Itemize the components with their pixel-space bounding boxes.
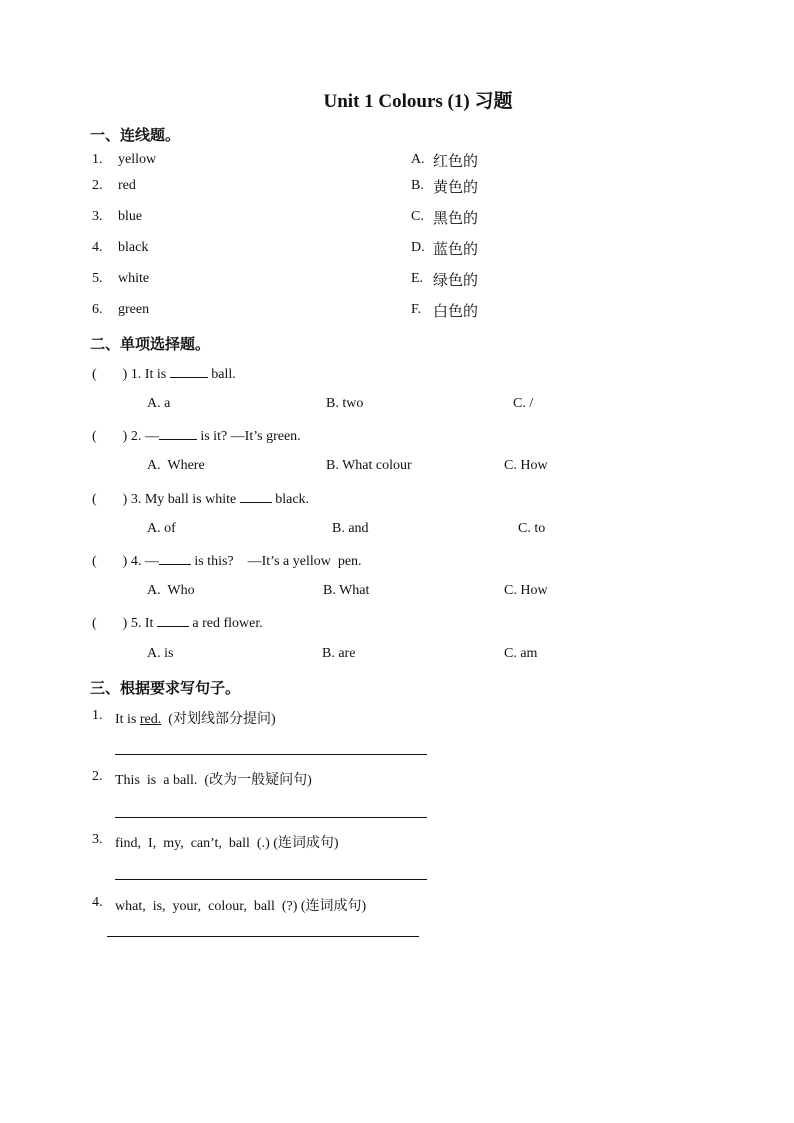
list-item-number: 2. <box>92 178 103 193</box>
writing-prompt: find, I, my, can’t, ball (.) (连词成句) <box>115 836 339 851</box>
question-text: 2. — <box>130 429 159 444</box>
option-b: B. and <box>332 521 369 536</box>
option-a: A. a <box>147 396 171 411</box>
answer-paren-open: ( <box>92 429 97 444</box>
option-b: B. are <box>322 646 356 661</box>
question-text: 4. — <box>130 554 159 569</box>
question-line <box>92 552 362 570</box>
option-b: B. two <box>326 396 364 411</box>
answer-line[interactable] <box>115 879 427 880</box>
list-item-number: 4. <box>92 895 103 910</box>
answer-paren-open: ( <box>92 554 97 569</box>
answer-paren-open: ( <box>92 616 97 631</box>
answer-paren-close: ) <box>122 429 128 444</box>
fill-blank[interactable] <box>170 365 208 378</box>
option-b: B. What colour <box>326 458 412 473</box>
match-meaning: 绿色的 <box>433 273 479 289</box>
answer-paren-close: ) <box>122 616 128 631</box>
question-text: 1. It is <box>130 367 167 382</box>
option-c: C. How <box>504 583 548 598</box>
question-text: is this? —It’s a yellow pen. <box>194 554 362 569</box>
writing-prompt: It is red. (对划线部分提问) <box>115 712 276 727</box>
answer-paren-open: ( <box>92 492 97 507</box>
question-text: is it? —It’s green. <box>200 429 301 444</box>
answer-line[interactable] <box>107 936 419 937</box>
section-heading-writing: 三、根据要求写句子。 <box>90 681 241 697</box>
match-meaning: 黑色的 <box>433 211 479 227</box>
answer-paren-close: ) <box>122 367 128 382</box>
match-word: green <box>118 302 150 317</box>
option-letter: E. <box>411 271 424 286</box>
list-item-number: 3. <box>92 209 103 224</box>
underlined-word: red. <box>139 712 162 727</box>
option-c: C. to <box>518 521 546 536</box>
option-b: B. What <box>323 583 370 598</box>
option-a: A. Where <box>147 458 205 473</box>
list-item-number: 1. <box>92 152 103 167</box>
writing-prompt: This is a ball. (改为一般疑问句) <box>115 773 312 788</box>
option-letter: C. <box>411 209 424 224</box>
question-text: ball. <box>211 367 236 382</box>
option-letter: B. <box>411 178 424 193</box>
question-line <box>92 490 309 508</box>
question-line <box>92 614 263 632</box>
fill-blank[interactable] <box>157 614 189 627</box>
section-heading-matching: 一、连线题。 <box>90 128 181 144</box>
match-meaning: 黄色的 <box>433 180 479 196</box>
option-c: C. am <box>504 646 538 661</box>
option-letter: A. <box>411 152 425 167</box>
match-word: white <box>118 271 150 286</box>
section-heading-choice: 二、单项选择题。 <box>90 337 211 353</box>
option-letter: D. <box>411 240 425 255</box>
answer-paren-close: ) <box>122 554 128 569</box>
option-c: C. How <box>504 458 548 473</box>
answer-line[interactable] <box>115 817 427 818</box>
option-a: A. Who <box>147 583 195 598</box>
question-text: 5. It <box>130 616 154 631</box>
list-item-number: 4. <box>92 240 103 255</box>
match-meaning: 蓝色的 <box>433 242 479 258</box>
list-item-number: 1. <box>92 708 103 723</box>
answer-line[interactable] <box>115 754 427 755</box>
question-text: a red flower. <box>192 616 263 631</box>
option-c: C. / <box>513 396 534 411</box>
question-line <box>92 365 236 383</box>
match-word: black <box>118 240 149 255</box>
writing-prompt: what, is, your, colour, ball (?) (连词成句) <box>115 899 367 914</box>
match-word: yellow <box>118 152 157 167</box>
answer-paren-open: ( <box>92 367 97 382</box>
match-word: blue <box>118 209 143 224</box>
list-item-number: 6. <box>92 302 103 317</box>
match-word: red <box>118 178 136 193</box>
list-item-number: 2. <box>92 769 103 784</box>
match-meaning: 白色的 <box>433 304 479 320</box>
fill-blank[interactable] <box>240 490 272 503</box>
list-item-number: 5. <box>92 271 103 286</box>
option-letter: F. <box>411 302 422 317</box>
page-title: Unit 1 Colours (1) 习题 <box>323 91 513 112</box>
fill-blank[interactable] <box>159 427 197 440</box>
question-text: 3. My ball is white <box>130 492 237 507</box>
question-text: black. <box>275 492 310 507</box>
option-a: A. is <box>147 646 174 661</box>
option-a: A. of <box>147 521 176 536</box>
list-item-number: 3. <box>92 832 103 847</box>
answer-paren-close: ) <box>122 492 128 507</box>
fill-blank[interactable] <box>159 552 191 565</box>
match-meaning: 红色的 <box>433 154 479 170</box>
question-line <box>92 427 301 445</box>
